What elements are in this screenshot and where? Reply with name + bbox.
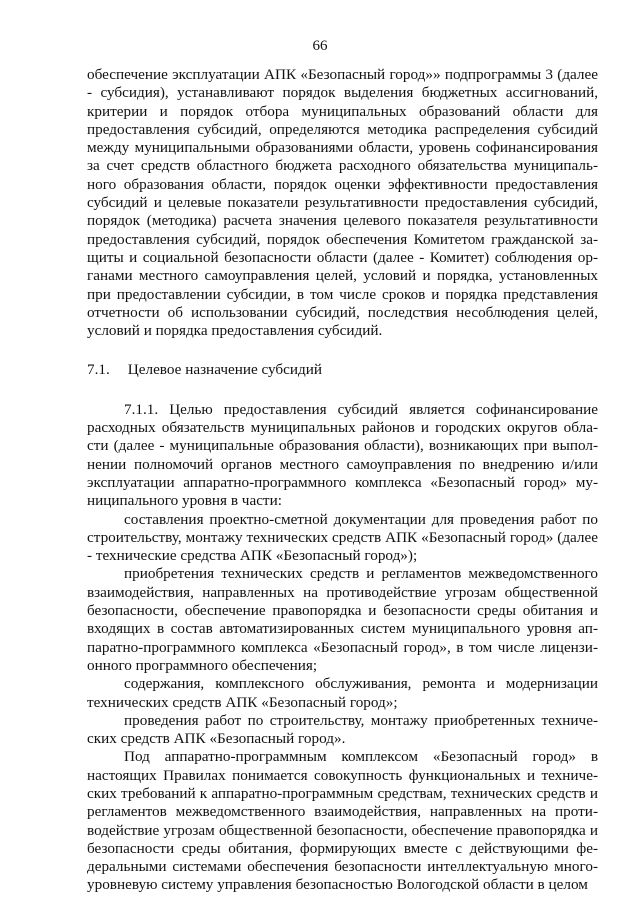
- page-number: 66: [312, 38, 328, 54]
- section-number: 7.1.: [87, 361, 110, 379]
- section-heading: [87, 361, 598, 379]
- list-item-construction: проведения работ по строительству, монтажу приобретенных технических средств АПК «Безопасный город».: [87, 711, 598, 748]
- intro-paragraph: обеспечение эксплуатации АПК «Безопасный город»» подпрограммы 3 (далее - субсидия), устанавливают порядок выделения бюджетных ассигнований, критерии и порядок отбора муниципальных образований области для предоставления субсидий, определяются методика распределения субсидий между муниципальными образованиями области, уровень софинансирования за счет средств областного бюджета расходного обязательства муниципального образования области, порядок оценки эффективности предоставления субсидий и целевые показатели результативности предоставления субсидий, порядок (методика) расчета значения целевого показателя результативности предоставления субсидий, порядок обеспечения Комитетом гражданской защиты и социальной безопасности области (далее - Комитет) соблюдения органами местного самоуправления целей, условий и порядка, установленных при предоставлении субсидии, в том числе сроков и порядка представления отчетности об использовании субсидий, последствия несоблюдения целей, условий и порядка предоставления субсидий.: [87, 66, 598, 340]
- paragraph-purpose: 7.1.1. Целью предоставления субсидий является софинансирование расходных обязательств муниципальных районов и городских округов области (далее - муниципальные образования области), возникающих при выполнении полномочий органов местного самоуправления по внедрению и/или эксплуатации аппаратно-программного комплекса «Безопасный город» муниципального уровня в части:: [87, 400, 598, 510]
- list-item-design-docs: составления проектно-сметной документации для проведения работ по строительству, монтажу технических средств АПК «Безопасный город» (далее - технические средства АПК «Безопасный город»);: [87, 510, 598, 565]
- list-item-acquisition: приобретения технических средств и регламентов межведомственного взаимодействия, направленных на противодействие угрозам общественной безопасности, обеспечение правопорядка и безопасности среды обитания и входящих в состав автоматизированных систем муниципального уровня аппаратно-программного комплекса «Безопасный город», в том числе лицензионного программного обеспечения;: [87, 565, 598, 674]
- paragraph-definition: Под аппаратно-программным комплексом «Безопасный город» в настоящих Правилах понимается совокупность функциональных и технических требований к аппаратно-программным средствам, технических средств и регламентов межведомственного взаимодействия, направленных на противодействие угрозам общественной безопасности, обеспечение правопорядка и безопасности среды обитания, формирующих вместе с действующими федеральными системами обеспечения безопасности интеллектуальную многоуровневую систему управления безопасностью Вологодской области в целом: [87, 748, 598, 894]
- document-body: [87, 66, 598, 895]
- section-title: Целевое назначение субсидий: [127, 361, 323, 379]
- list-item-maintenance: содержания, комплексного обслуживания, ремонта и модернизации технических средств АПК «Безопасный город»;: [87, 675, 598, 711]
